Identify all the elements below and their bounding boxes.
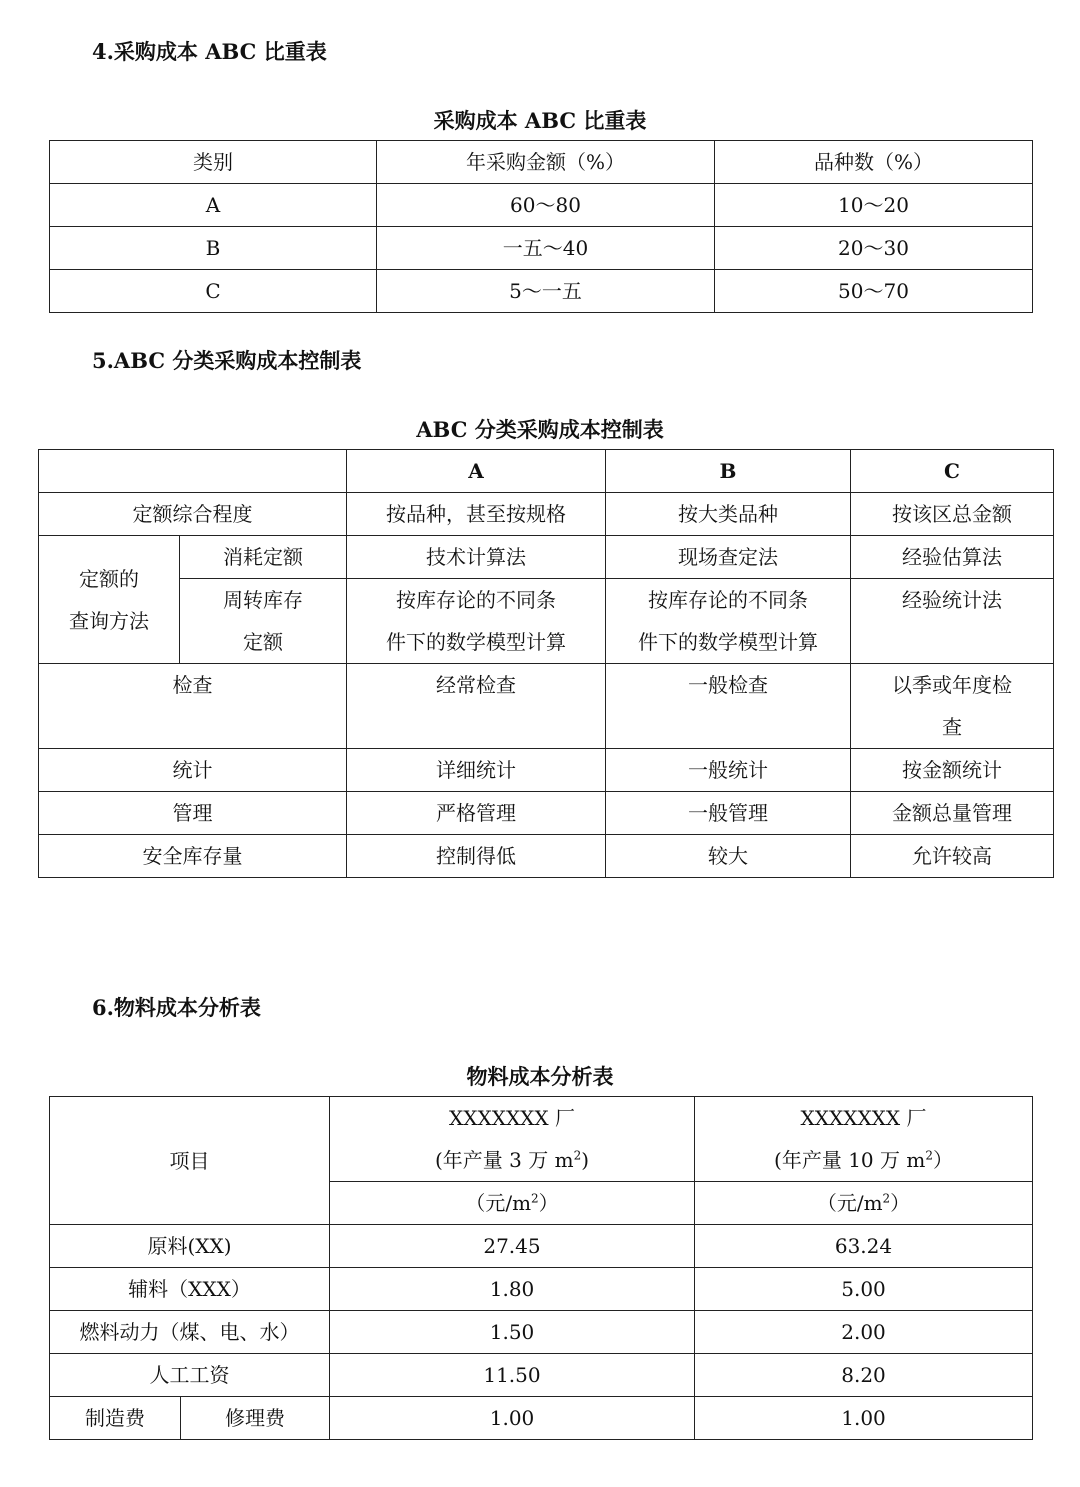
cell: 经验统计法 xyxy=(851,579,1054,664)
plant2-output xyxy=(695,1139,1032,1181)
cell-line: 查 xyxy=(942,715,962,739)
unit-close: ） xyxy=(538,1191,559,1215)
section4-heading: 4.采购成本 ABC 比重表 xyxy=(92,39,327,64)
sub-label: 消耗定额 xyxy=(180,536,347,579)
header-cell: 类别 xyxy=(50,141,377,184)
section5-caption: ABC 分类采购成本控制表 xyxy=(416,417,664,442)
cell-line: 以季或年度检 xyxy=(892,673,1012,697)
group-label-line: 定额的 xyxy=(79,566,139,591)
cell xyxy=(606,579,851,664)
cell xyxy=(851,664,1054,749)
cell: 按该区总金额 xyxy=(851,493,1054,536)
cell: A xyxy=(50,184,377,227)
table-row xyxy=(50,227,1033,270)
cell: 5.00 xyxy=(695,1268,1033,1311)
cell: 经验估算法 xyxy=(851,536,1054,579)
plant2-output-text: (年产量 10 万 m xyxy=(774,1148,926,1172)
superscript: 2 xyxy=(882,1191,891,1206)
sub-label: 修理费 xyxy=(181,1397,330,1440)
cell: 一五～40 xyxy=(377,227,715,270)
cell: 10～20 xyxy=(715,184,1033,227)
row-label: 定额综合程度 xyxy=(39,493,347,536)
cell: 控制得低 xyxy=(347,835,606,878)
cell: 1.50 xyxy=(330,1311,695,1354)
row-label: 检查 xyxy=(39,664,347,749)
material-cost-table xyxy=(49,1096,1033,1440)
cell: 20～30 xyxy=(715,227,1033,270)
cell: 11.50 xyxy=(330,1354,695,1397)
row-label: 安全库存量 xyxy=(39,835,347,878)
table-row xyxy=(50,1354,1033,1397)
table-row xyxy=(50,270,1033,313)
cell: 允许较高 xyxy=(851,835,1054,878)
row-label: 原料(XX) xyxy=(50,1225,330,1268)
table-row-quota xyxy=(39,493,1054,536)
table-row-safety xyxy=(39,835,1054,878)
row-label: 人工工资 xyxy=(50,1354,330,1397)
cell: 27.45 xyxy=(330,1225,695,1268)
plant1-unit xyxy=(330,1182,695,1225)
plant2-header xyxy=(695,1097,1033,1182)
cell: B xyxy=(50,227,377,270)
sub-label-line: 周转库存 xyxy=(223,588,303,612)
superscript: 2 xyxy=(531,1191,539,1206)
cell: 经常检查 xyxy=(347,664,606,749)
header-cell-a: A xyxy=(347,450,606,493)
row-label: 统计 xyxy=(39,749,347,792)
unit-close: ） xyxy=(890,1191,911,1215)
cell-line: 件下的数学模型计算 xyxy=(386,630,566,654)
cell: 详细统计 xyxy=(347,749,606,792)
table-row-manage xyxy=(39,792,1054,835)
table-row-consume xyxy=(39,536,1054,579)
section6-heading: 6.物料成本分析表 xyxy=(92,995,261,1020)
abc-ratio-table xyxy=(49,140,1033,313)
sub-label xyxy=(180,579,347,664)
item-header: 项目 xyxy=(50,1097,330,1225)
row-label: 制造费 xyxy=(50,1397,181,1440)
table-header-row xyxy=(39,450,1054,493)
row-label: 管理 xyxy=(39,792,347,835)
plant1-header xyxy=(330,1097,695,1182)
cell: 1.00 xyxy=(330,1397,695,1440)
cell: 技术计算法 xyxy=(347,536,606,579)
cell xyxy=(347,579,606,664)
table-header-row xyxy=(50,141,1033,184)
table-row xyxy=(50,1311,1033,1354)
table-row-manufacture xyxy=(50,1397,1033,1440)
plant1-output-close: ) xyxy=(581,1148,590,1172)
section5-heading: 5.ABC 分类采购成本控制表 xyxy=(92,348,362,373)
superscript: 2 xyxy=(573,1148,582,1163)
plant1-output-text: (年产量 3 万 m xyxy=(434,1148,574,1172)
cell: 2.00 xyxy=(695,1311,1033,1354)
cell: 1.80 xyxy=(330,1268,695,1311)
cell: 一般管理 xyxy=(606,792,851,835)
unit-text: （元/m xyxy=(816,1191,883,1215)
cell: 按大类品种 xyxy=(606,493,851,536)
cell: 5～一五 xyxy=(377,270,715,313)
cell-line: 按库存论的不同条 xyxy=(648,588,808,612)
row-label: 燃料动力（煤、电、水） xyxy=(50,1311,330,1354)
cell-line: 按库存论的不同条 xyxy=(396,588,556,612)
cell: 63.24 xyxy=(695,1225,1033,1268)
cell: 金额总量管理 xyxy=(851,792,1054,835)
plant2-unit xyxy=(695,1182,1033,1225)
section6-caption: 物料成本分析表 xyxy=(466,1064,614,1089)
cell: 严格管理 xyxy=(347,792,606,835)
table-row xyxy=(50,1268,1033,1311)
cell: 一般统计 xyxy=(606,749,851,792)
cell: C xyxy=(50,270,377,313)
table-row-check xyxy=(39,664,1054,749)
cell: 按金额统计 xyxy=(851,749,1054,792)
plant2-name: XXXXXXX 厂 xyxy=(800,1106,927,1130)
row-label: 辅料（XXX） xyxy=(50,1268,330,1311)
cell: 60～80 xyxy=(377,184,715,227)
table-row-stats xyxy=(39,749,1054,792)
group-label-method xyxy=(39,536,180,664)
plant2-output-close: ） xyxy=(932,1148,953,1172)
table-header-row xyxy=(50,1097,1033,1182)
section4-caption: 采购成本 ABC 比重表 xyxy=(433,108,647,133)
cell: 现场查定法 xyxy=(606,536,851,579)
group-label-line: 查询方法 xyxy=(69,608,149,633)
sub-label-line: 定额 xyxy=(243,630,283,654)
cell: 1.00 xyxy=(695,1397,1033,1440)
unit-text: （元/m xyxy=(465,1191,532,1215)
cell: 一般检查 xyxy=(606,664,851,749)
cell: 较大 xyxy=(606,835,851,878)
table-row-turnover xyxy=(39,579,1054,664)
cell: 8.20 xyxy=(695,1354,1033,1397)
header-cell-c: C xyxy=(851,450,1054,493)
abc-control-table xyxy=(38,449,1054,878)
cell: 按品种，甚至按规格 xyxy=(347,493,606,536)
table-row xyxy=(50,184,1033,227)
header-cell: 品种数（%） xyxy=(715,141,1033,184)
header-cell-b: B xyxy=(606,450,851,493)
table-row xyxy=(50,1225,1033,1268)
cell: 50～70 xyxy=(715,270,1033,313)
plant1-name: XXXXXXX 厂 xyxy=(448,1106,576,1130)
header-cell-empty xyxy=(39,450,347,493)
superscript: 2 xyxy=(925,1148,933,1163)
header-cell: 年采购金额（%） xyxy=(377,141,715,184)
plant1-output xyxy=(330,1139,694,1181)
cell-line: 件下的数学模型计算 xyxy=(638,630,818,654)
